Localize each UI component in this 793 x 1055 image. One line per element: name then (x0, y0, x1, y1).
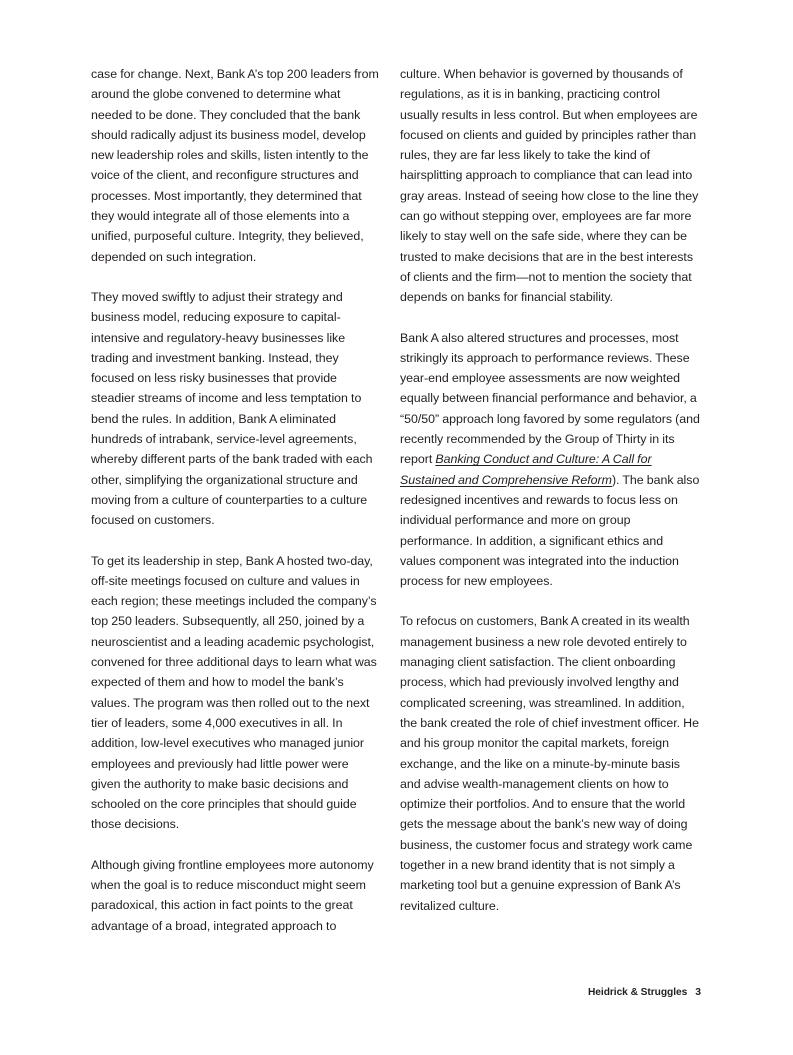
two-column-body (91, 64, 701, 936)
paragraph: culture. When behavior is governed by thousands of regulations, as it is in banking, practicing control usually results in less control. But when employees are focused on clients and guided by principles rather than rules, they are far less likely to take the kind of hairsplitting approach to compliance that can lead into gray areas. Instead of seeing how close to the line they can go without stepping over, employees are far more likely to stay well on the safe side, where they can be trusted to make decisions that are in the best interests of clients and the firm—not to mention the society that depends on banks for financial stability. (400, 67, 699, 305)
right-column (400, 64, 701, 916)
paragraph: They moved swiftly to adjust their strategy and business model, reducing exposure to capital-intensive and regulatory-heavy businesses like trading and investment banking. Instead, they focused on less risky businesses that provide steadier streams of income and less temptation to bend the rules. In addition, Bank A eliminated hundreds of intrabank, service-level agreements, whereby different parts of the bank traded with each other, simplifying the organizational structure and moving from a culture of counterparties to a culture focused on customers. (91, 289, 373, 528)
paragraph: To get its leadership in step, Bank A hosted two-day, off-site meetings focused on culture and values in each region; these meetings included the company’s top 250 leaders. Subsequently, all 250, joined by a neuroscientist and a leading academic psychologist, convened for three additional days to learn what was expected of them and how to model the bank’s values. The program was then rolled out to the next tier of leaders, some 4,000 executives in all. In addition, low-level executives who managed junior employees and previously had little power were given the authority to make basic decisions and schooled on the core principles that should guide those decisions. (91, 553, 377, 832)
left-column (91, 64, 379, 936)
paragraph-text-after-citation: ). The bank also redesigned incentives and rewards to focus less on individual performance and more on group performance. In addition, a significant ethics and values component was integrated into the induction process for new employees. (400, 472, 700, 589)
report-title-citation: Banking Conduct and Culture: A Call for Sustained and Comprehensive Reform (400, 452, 652, 487)
paragraph: Although giving frontline employees more autonomy when the goal is to reduce misconduct might seem paradoxical, this action in fact points to the great advantage of a broad, integrated approach to (91, 857, 374, 933)
page-footer (91, 982, 701, 1000)
footer-page-number: 3 (695, 987, 701, 998)
paragraph: case for change. Next, Bank A’s top 200 leaders from around the globe convened to determine what needed to be done. They concluded that the bank should radically adjust its business model, develop new leadership roles and skills, listen intently to the voice of the client, and reconfigure structures and processes. Most importantly, they determined that they would integrate all of those elements into a unified, purposeful culture. Integrity, they believed, depended on such integration. (91, 67, 379, 264)
footer-brand-name: Heidrick & Struggles (588, 987, 688, 998)
paragraph-with-report-citation (400, 328, 701, 592)
paragraph: To refocus on customers, Bank A created in its wealth management business a new role devoted entirely to managing client satisfaction. The client onboarding process, which had previously involved lengthy and complicated screening, was streamlined. In addition, the bank created the role of chief investment officer. He and his group monitor the capital markets, foreign exchange, and the like on a minute-by-minute basis and advise wealth-management clients on how to optimize their portfolios. And to ensure that the world gets the message about the bank’s new way of doing business, the customer focus and strategy work came together in a new brand identity that is not simply a marketing tool but a genuine expression of Bank A’s revitalized culture. (400, 614, 699, 913)
paragraph-text-before-citation: Bank A also altered structures and processes, most strikingly its approach to performance reviews. These year-end employee assessments are now weighted equally between financial performance and behavior, a “50/50” approach long favored by some regulators (and recently recommended by the Group of Thirty in its report (400, 330, 700, 467)
